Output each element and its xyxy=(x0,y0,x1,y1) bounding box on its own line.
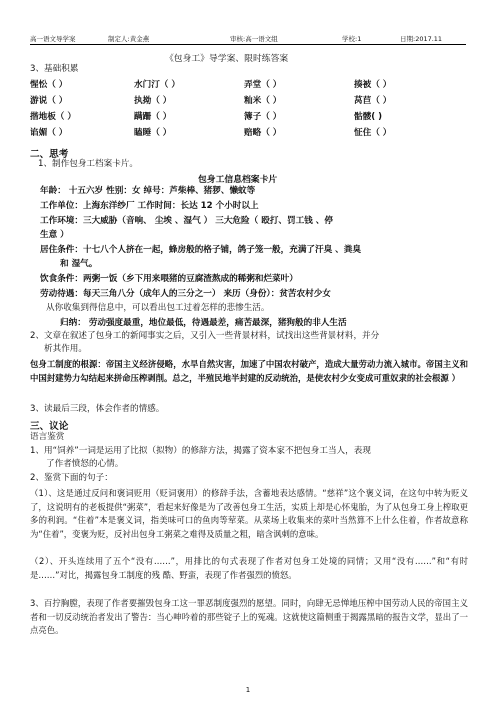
header-author: 制定人:黄金燕 xyxy=(108,35,150,43)
card-environment: 工作环境：三大威胁（音响、 尘埃 、湿气 ） 三大危险（ 殴打、罚工钱 、停 xyxy=(40,216,333,226)
vocab-item: 执拗（ ） xyxy=(134,96,172,106)
card-title: 包身工信息档案卡片 xyxy=(198,175,278,185)
section-thinking: 二、思考 xyxy=(30,149,69,160)
language-1-line2: 了作者愤怒的心情。 xyxy=(46,459,124,469)
header-reviewer: 审核:高一语文组 xyxy=(230,35,278,43)
language-heading: 语言鉴赏 xyxy=(30,432,65,442)
language-2: 2、鉴赏下面的句子： xyxy=(30,473,113,483)
vocab-item: 莴苣（ ） xyxy=(354,96,392,106)
document-title: 《包身工》导学案、限时练答案 xyxy=(165,54,289,64)
card-environment-cont: 生意 ） xyxy=(40,230,69,240)
header-school: 学校:1 xyxy=(342,35,362,43)
vocab-row-4 xyxy=(30,126,470,138)
basics-heading: 3、基础积累 xyxy=(30,64,79,74)
analysis-paragraph-1: （1）、这是通过反问和褒词贬用（贬词褒用）的修辞手法，含蓄地表达感情。“慈祥”这个褒义词，在这句中转为贬义了，这说明有的老板提供“粥菜”，看起来好像是为了改善包身工生活，实质上却是心怀鬼胎，为了从包身工身上榨取更多的利润。“住着”本是褒义词，指美味可口的鱼肉等荤菜。从菜场上收集来的菜叶当然算不上什么住着，作者故意称为“住着”，变褒为贬，反衬出包身工粥菜之难得及质量之粗，暗含讽刺的意味。 xyxy=(30,488,468,539)
question-3: 3、读最后三段，体会作者的情感。 xyxy=(30,404,165,414)
card-food: 饮食条件：两粥一饭（乡下用来喂猪的豆腐渣熬成的稀粥和烂菜叶） xyxy=(40,274,298,284)
card-summary: 从你收集到得信息中，可以看出包工过着怎样的悲惨生活。 xyxy=(46,303,270,313)
vocab-item: 揩地板（ ） xyxy=(30,112,76,122)
vocab-item: 骷髅( ) xyxy=(354,112,383,122)
page-number: 1 xyxy=(245,686,251,694)
vocab-row-2 xyxy=(30,94,470,106)
language-1-line1: 1、用“饲养”一词是运用了比拟（拟物）的修辞方法，揭露了资本家不把包身工当人，表现 xyxy=(30,446,371,456)
card-work-unit: 工作单位：上海东洋纱厂 工作时间：长达 12 个小时以上 xyxy=(40,201,259,211)
vocab-item: 蹒跚（ ） xyxy=(134,112,172,122)
card-living-cont: 和 湿气。 xyxy=(60,259,98,269)
vocab-item: 怔住（ ） xyxy=(354,128,392,138)
vocab-row-1 xyxy=(30,78,470,90)
vocab-item: 瞌睡（ ） xyxy=(134,128,172,138)
question-2-line1: 2、文章在叙述了包身工的新闻事实之后，又引入一些背景材料，试找出这些背景材料，并分 xyxy=(30,331,380,341)
card-age: 年龄： 十五六岁 性别：女 绰号：芦柴棒、猪猡、懒蚊等 xyxy=(40,186,256,196)
vocab-item: 揍被（ ） xyxy=(354,80,392,90)
vocab-item: 弄堂（ ） xyxy=(244,80,282,90)
section-discussion: 三、议论 xyxy=(30,421,69,432)
vocab-item: 惺忪（ ） xyxy=(30,80,68,90)
vocab-item: 水门汀（ ） xyxy=(134,80,180,90)
vocab-item: 籼米（ ） xyxy=(244,96,282,106)
header-course: 高一语文导学案 xyxy=(30,35,76,43)
card-labor: 劳动待遇：每天三角八分（成年人的三分之一） 来历（身份）：贫苦农村少女 xyxy=(40,289,331,299)
analysis-paragraph-3: 3、百拧胸膛，表现了作者要摧毁包身工这一罪恶制度强烈的愿望。同时，向肆无忌惮地压榨中国劳动人民的帝国主义者和一切反动统治者发出了警告：当心呻吟着的那些锭子上的冤魂。这就使这篇侧重于揭露黑暗的报告文学，显出了一点亮色。 xyxy=(30,598,468,635)
question-2-line2: 析其作用。 xyxy=(44,344,87,354)
answer-2: 包身工制度的根源：帝国主义经济侵略，水旱自然灾害，加速了中国农村破产，造成大量劳动力流入城市。帝国主义和中国封建势力勾结起来拼命压榨剥削。总之，半殖民地半封建的反动统治，是使农村少女变成可重奴隶的社会根源 ） xyxy=(30,359,468,383)
vocab-row-3 xyxy=(30,110,470,122)
card-living: 居住条件：十七八个人挤在一起，蜂房般的格子铺，鸽子笼一般，充满了汗臭 、粪臭 xyxy=(40,245,361,255)
vocab-item: 簿子（ ） xyxy=(244,112,282,122)
page-header xyxy=(30,30,466,45)
vocab-item: 谄媚（ ） xyxy=(30,128,68,138)
card-conclusion: 归纳： 劳动强度最重，地位最低，待遇最差，痛苦最深，猪狗般的非人生活 xyxy=(60,318,347,328)
header-date: 日期:2017.11 xyxy=(400,35,443,43)
question-1: 1、制作包身工档案卡片。 xyxy=(38,159,138,169)
analysis-paragraph-2: （2）、开头连续用了五个“没有……”，用排比的句式表现了作者对包身工处境的同情；又用“没有……”和“有时是……”对比，揭露包身工制度的残 酷、野蛮，表现了作者强烈的愤怒。 xyxy=(30,556,468,580)
vocab-item: 赔略（ ） xyxy=(244,128,282,138)
vocab-item: 游说（ ） xyxy=(30,96,68,106)
